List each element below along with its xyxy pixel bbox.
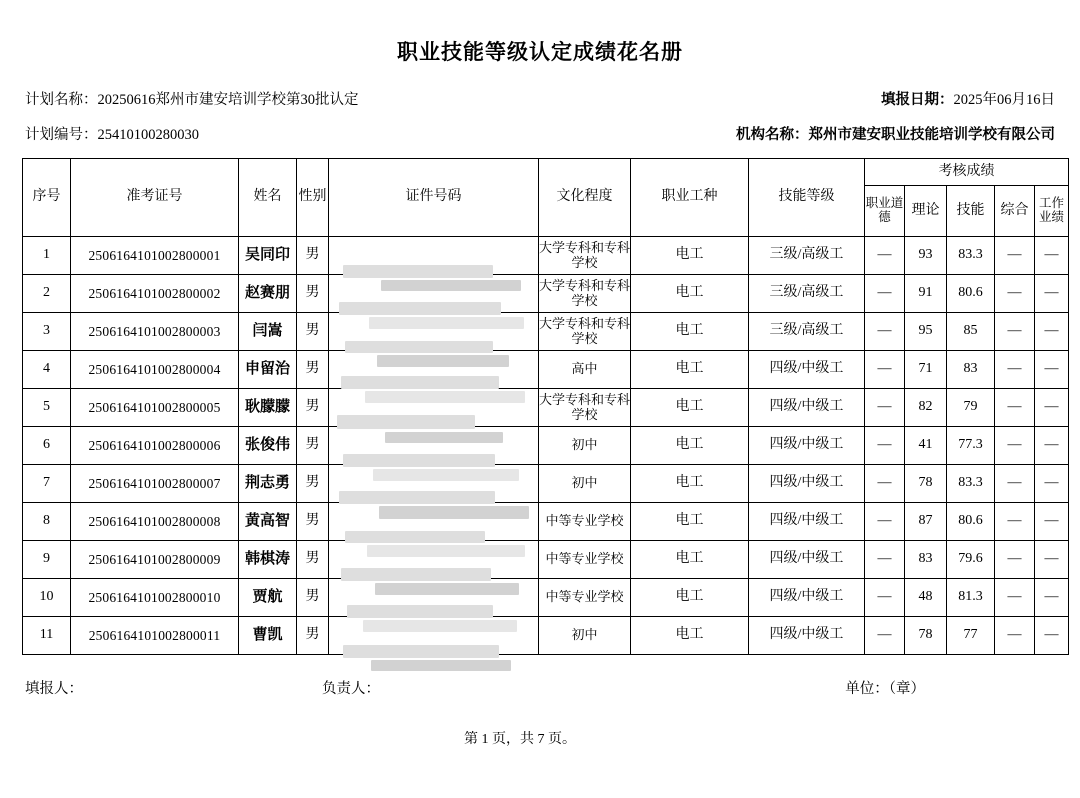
- cell-ethics: —: [865, 503, 905, 541]
- cell-ethics: —: [865, 237, 905, 275]
- cell-skill: 81.3: [947, 579, 995, 617]
- cell-name: 赵赛朋: [239, 275, 297, 313]
- cell-theory: 78: [905, 617, 947, 655]
- cell-ethics: —: [865, 351, 905, 389]
- cell-education: 中等专业学校: [539, 579, 631, 617]
- unit-seal-label: 单位：（章）: [845, 681, 925, 697]
- header-ticket: 准考证号: [71, 159, 239, 237]
- cell-index: 4: [23, 351, 71, 389]
- org-name-value: 郑州市建安职业技能培训学校有限公司: [808, 127, 1055, 143]
- cell-comprehensive: —: [995, 579, 1035, 617]
- cell-comprehensive: —: [995, 275, 1035, 313]
- cell-name: 闫嵩: [239, 313, 297, 351]
- cell-comprehensive: —: [995, 617, 1035, 655]
- cell-sex: 男: [297, 465, 329, 503]
- reporter-label: 填报人：: [25, 681, 83, 697]
- cell-ticket: 2506164101002800003: [71, 313, 239, 351]
- cell-ethics: —: [865, 275, 905, 313]
- table-row: [23, 541, 1069, 579]
- cell-ticket: 2506164101002800011: [71, 617, 239, 655]
- cell-theory: 41: [905, 427, 947, 465]
- cell-level: 四级/中级工: [749, 465, 865, 503]
- header-sex: 性别: [297, 159, 329, 237]
- cell-name: 贾航: [239, 579, 297, 617]
- cell-name: 黄高智: [239, 503, 297, 541]
- cell-index: 7: [23, 465, 71, 503]
- cell-performance: —: [1035, 579, 1069, 617]
- plan-code-value: 25410100280030: [97, 127, 199, 143]
- cell-education: 大学专科和专科学校: [539, 237, 631, 275]
- cell-theory: 91: [905, 275, 947, 313]
- cell-comprehensive: —: [995, 503, 1035, 541]
- document-page: [0, 36, 1080, 798]
- table-row: [23, 579, 1069, 617]
- cell-level: 三级/高级工: [749, 313, 865, 351]
- cell-job: 电工: [631, 465, 749, 503]
- cell-ethics: —: [865, 389, 905, 427]
- cell-skill: 77.3: [947, 427, 995, 465]
- cell-ethics: —: [865, 541, 905, 579]
- cell-sex: 男: [297, 389, 329, 427]
- cell-comprehensive: —: [995, 427, 1035, 465]
- header-score-performance: 工作业绩: [1035, 186, 1069, 237]
- meta-row-code: [22, 123, 1058, 144]
- header-name: 姓名: [239, 159, 297, 237]
- table-row: [23, 465, 1069, 503]
- cell-sex: 男: [297, 579, 329, 617]
- cell-level: 四级/中级工: [749, 503, 865, 541]
- table-row: [23, 351, 1069, 389]
- cell-skill: 85: [947, 313, 995, 351]
- cell-index: 6: [23, 427, 71, 465]
- cell-ethics: —: [865, 579, 905, 617]
- cell-education: 中等专业学校: [539, 503, 631, 541]
- cell-index: 3: [23, 313, 71, 351]
- roster-table: [22, 158, 1069, 655]
- cell-theory: 93: [905, 237, 947, 275]
- cell-ticket: 2506164101002800005: [71, 389, 239, 427]
- cell-level: 四级/中级工: [749, 389, 865, 427]
- cell-name: 韩棋涛: [239, 541, 297, 579]
- cell-performance: —: [1035, 275, 1069, 313]
- cell-skill: 80.6: [947, 503, 995, 541]
- signature-row: [22, 677, 1058, 698]
- plan-name-label: 计划名称：: [25, 92, 98, 108]
- manager-label: 负责人：: [322, 681, 380, 697]
- cell-job: 电工: [631, 617, 749, 655]
- cell-education: 中等专业学校: [539, 541, 631, 579]
- cell-theory: 83: [905, 541, 947, 579]
- fill-date-label: 填报日期：: [881, 92, 954, 108]
- header-score-comprehensive: 综合: [995, 186, 1035, 237]
- plan-name-block: [25, 88, 359, 109]
- cell-name: 张俊伟: [239, 427, 297, 465]
- header-score-theory: 理论: [905, 186, 947, 237]
- cell-comprehensive: —: [995, 313, 1035, 351]
- table-row: [23, 313, 1069, 351]
- cell-job: 电工: [631, 427, 749, 465]
- cell-job: 电工: [631, 313, 749, 351]
- cell-index: 2: [23, 275, 71, 313]
- header-level: 技能等级: [749, 159, 865, 237]
- cell-sex: 男: [297, 313, 329, 351]
- cell-comprehensive: —: [995, 237, 1035, 275]
- cell-ethics: —: [865, 427, 905, 465]
- cell-ticket: 2506164101002800009: [71, 541, 239, 579]
- cell-education: 高中: [539, 351, 631, 389]
- cell-job: 电工: [631, 351, 749, 389]
- cell-skill: 79: [947, 389, 995, 427]
- cell-name: 荆志勇: [239, 465, 297, 503]
- cell-level: 三级/高级工: [749, 237, 865, 275]
- header-score-ethics: 职业道德: [865, 186, 905, 237]
- table-row: [23, 503, 1069, 541]
- cell-theory: 48: [905, 579, 947, 617]
- cell-id-number-masked: [329, 237, 539, 275]
- cell-index: 8: [23, 503, 71, 541]
- header-score-skill: 技能: [947, 186, 995, 237]
- cell-ethics: —: [865, 617, 905, 655]
- cell-performance: —: [1035, 313, 1069, 351]
- cell-level: 四级/中级工: [749, 427, 865, 465]
- cell-ticket: 2506164101002800004: [71, 351, 239, 389]
- table-row: [23, 389, 1069, 427]
- plan-code-block: [25, 123, 199, 144]
- cell-skill: 80.6: [947, 275, 995, 313]
- cell-performance: —: [1035, 503, 1069, 541]
- cell-level: 四级/中级工: [749, 541, 865, 579]
- cell-sex: 男: [297, 503, 329, 541]
- cell-name: 申留治: [239, 351, 297, 389]
- cell-performance: —: [1035, 541, 1069, 579]
- cell-index: 11: [23, 617, 71, 655]
- cell-performance: —: [1035, 617, 1069, 655]
- cell-ticket: 2506164101002800002: [71, 275, 239, 313]
- cell-ethics: —: [865, 313, 905, 351]
- cell-performance: —: [1035, 351, 1069, 389]
- cell-sex: 男: [297, 541, 329, 579]
- cell-name: 耿朦朦: [239, 389, 297, 427]
- fill-date-block: [881, 88, 1055, 109]
- cell-theory: 71: [905, 351, 947, 389]
- meta-row-plan: [22, 88, 1058, 109]
- cell-job: 电工: [631, 579, 749, 617]
- header-job: 职业工种: [631, 159, 749, 237]
- cell-performance: —: [1035, 237, 1069, 275]
- plan-name-value: 20250616郑州市建安培训学校第30批认定: [97, 92, 359, 108]
- cell-theory: 82: [905, 389, 947, 427]
- cell-ethics: —: [865, 465, 905, 503]
- org-name-block: [736, 123, 1055, 144]
- cell-job: 电工: [631, 503, 749, 541]
- cell-skill: 83: [947, 351, 995, 389]
- cell-job: 电工: [631, 541, 749, 579]
- table-row: [23, 427, 1069, 465]
- header-education: 文化程度: [539, 159, 631, 237]
- cell-job: 电工: [631, 275, 749, 313]
- plan-code-label: 计划编号：: [25, 127, 98, 143]
- cell-level: 四级/中级工: [749, 579, 865, 617]
- cell-skill: 83.3: [947, 237, 995, 275]
- cell-sex: 男: [297, 351, 329, 389]
- cell-sex: 男: [297, 237, 329, 275]
- cell-level: 三级/高级工: [749, 275, 865, 313]
- cell-index: 5: [23, 389, 71, 427]
- cell-education: 大学专科和专科学校: [539, 313, 631, 351]
- table-row: [23, 237, 1069, 275]
- cell-sex: 男: [297, 617, 329, 655]
- cell-theory: 95: [905, 313, 947, 351]
- cell-theory: 87: [905, 503, 947, 541]
- cell-skill: 83.3: [947, 465, 995, 503]
- page-title: 职业技能等级认定成绩花名册: [397, 41, 683, 64]
- table-row: [23, 617, 1069, 655]
- cell-sex: 男: [297, 275, 329, 313]
- cell-performance: —: [1035, 389, 1069, 427]
- cell-comprehensive: —: [995, 541, 1035, 579]
- cell-job: 电工: [631, 237, 749, 275]
- cell-education: 初中: [539, 465, 631, 503]
- cell-name: 曹凯: [239, 617, 297, 655]
- cell-index: 1: [23, 237, 71, 275]
- cell-sex: 男: [297, 427, 329, 465]
- cell-education: 大学专科和专科学校: [539, 275, 631, 313]
- cell-index: 9: [23, 541, 71, 579]
- cell-ticket: 2506164101002800008: [71, 503, 239, 541]
- header-id-number: 证件号码: [329, 159, 539, 237]
- page-number: 第 1 页，共 7 页。: [464, 732, 576, 747]
- header-score-group: 考核成绩: [865, 159, 1069, 186]
- table-row: [23, 275, 1069, 313]
- cell-education: 初中: [539, 427, 631, 465]
- fill-date-value: 2025年06月16日: [953, 92, 1055, 108]
- cell-education: 初中: [539, 617, 631, 655]
- cell-performance: —: [1035, 465, 1069, 503]
- cell-ticket: 2506164101002800001: [71, 237, 239, 275]
- org-name-label: 机构名称：: [736, 127, 809, 143]
- cell-skill: 77: [947, 617, 995, 655]
- cell-job: 电工: [631, 389, 749, 427]
- cell-comprehensive: —: [995, 389, 1035, 427]
- cell-level: 四级/中级工: [749, 351, 865, 389]
- cell-comprehensive: —: [995, 351, 1035, 389]
- cell-ticket: 2506164101002800006: [71, 427, 239, 465]
- cell-ticket: 2506164101002800010: [71, 579, 239, 617]
- roster-table-body: [23, 237, 1069, 655]
- cell-level: 四级/中级工: [749, 617, 865, 655]
- cell-ticket: 2506164101002800007: [71, 465, 239, 503]
- cell-skill: 79.6: [947, 541, 995, 579]
- cell-education: 大学专科和专科学校: [539, 389, 631, 427]
- cell-comprehensive: —: [995, 465, 1035, 503]
- cell-performance: —: [1035, 427, 1069, 465]
- cell-theory: 78: [905, 465, 947, 503]
- header-index: 序号: [23, 159, 71, 237]
- cell-index: 10: [23, 579, 71, 617]
- cell-name: 吴同印: [239, 237, 297, 275]
